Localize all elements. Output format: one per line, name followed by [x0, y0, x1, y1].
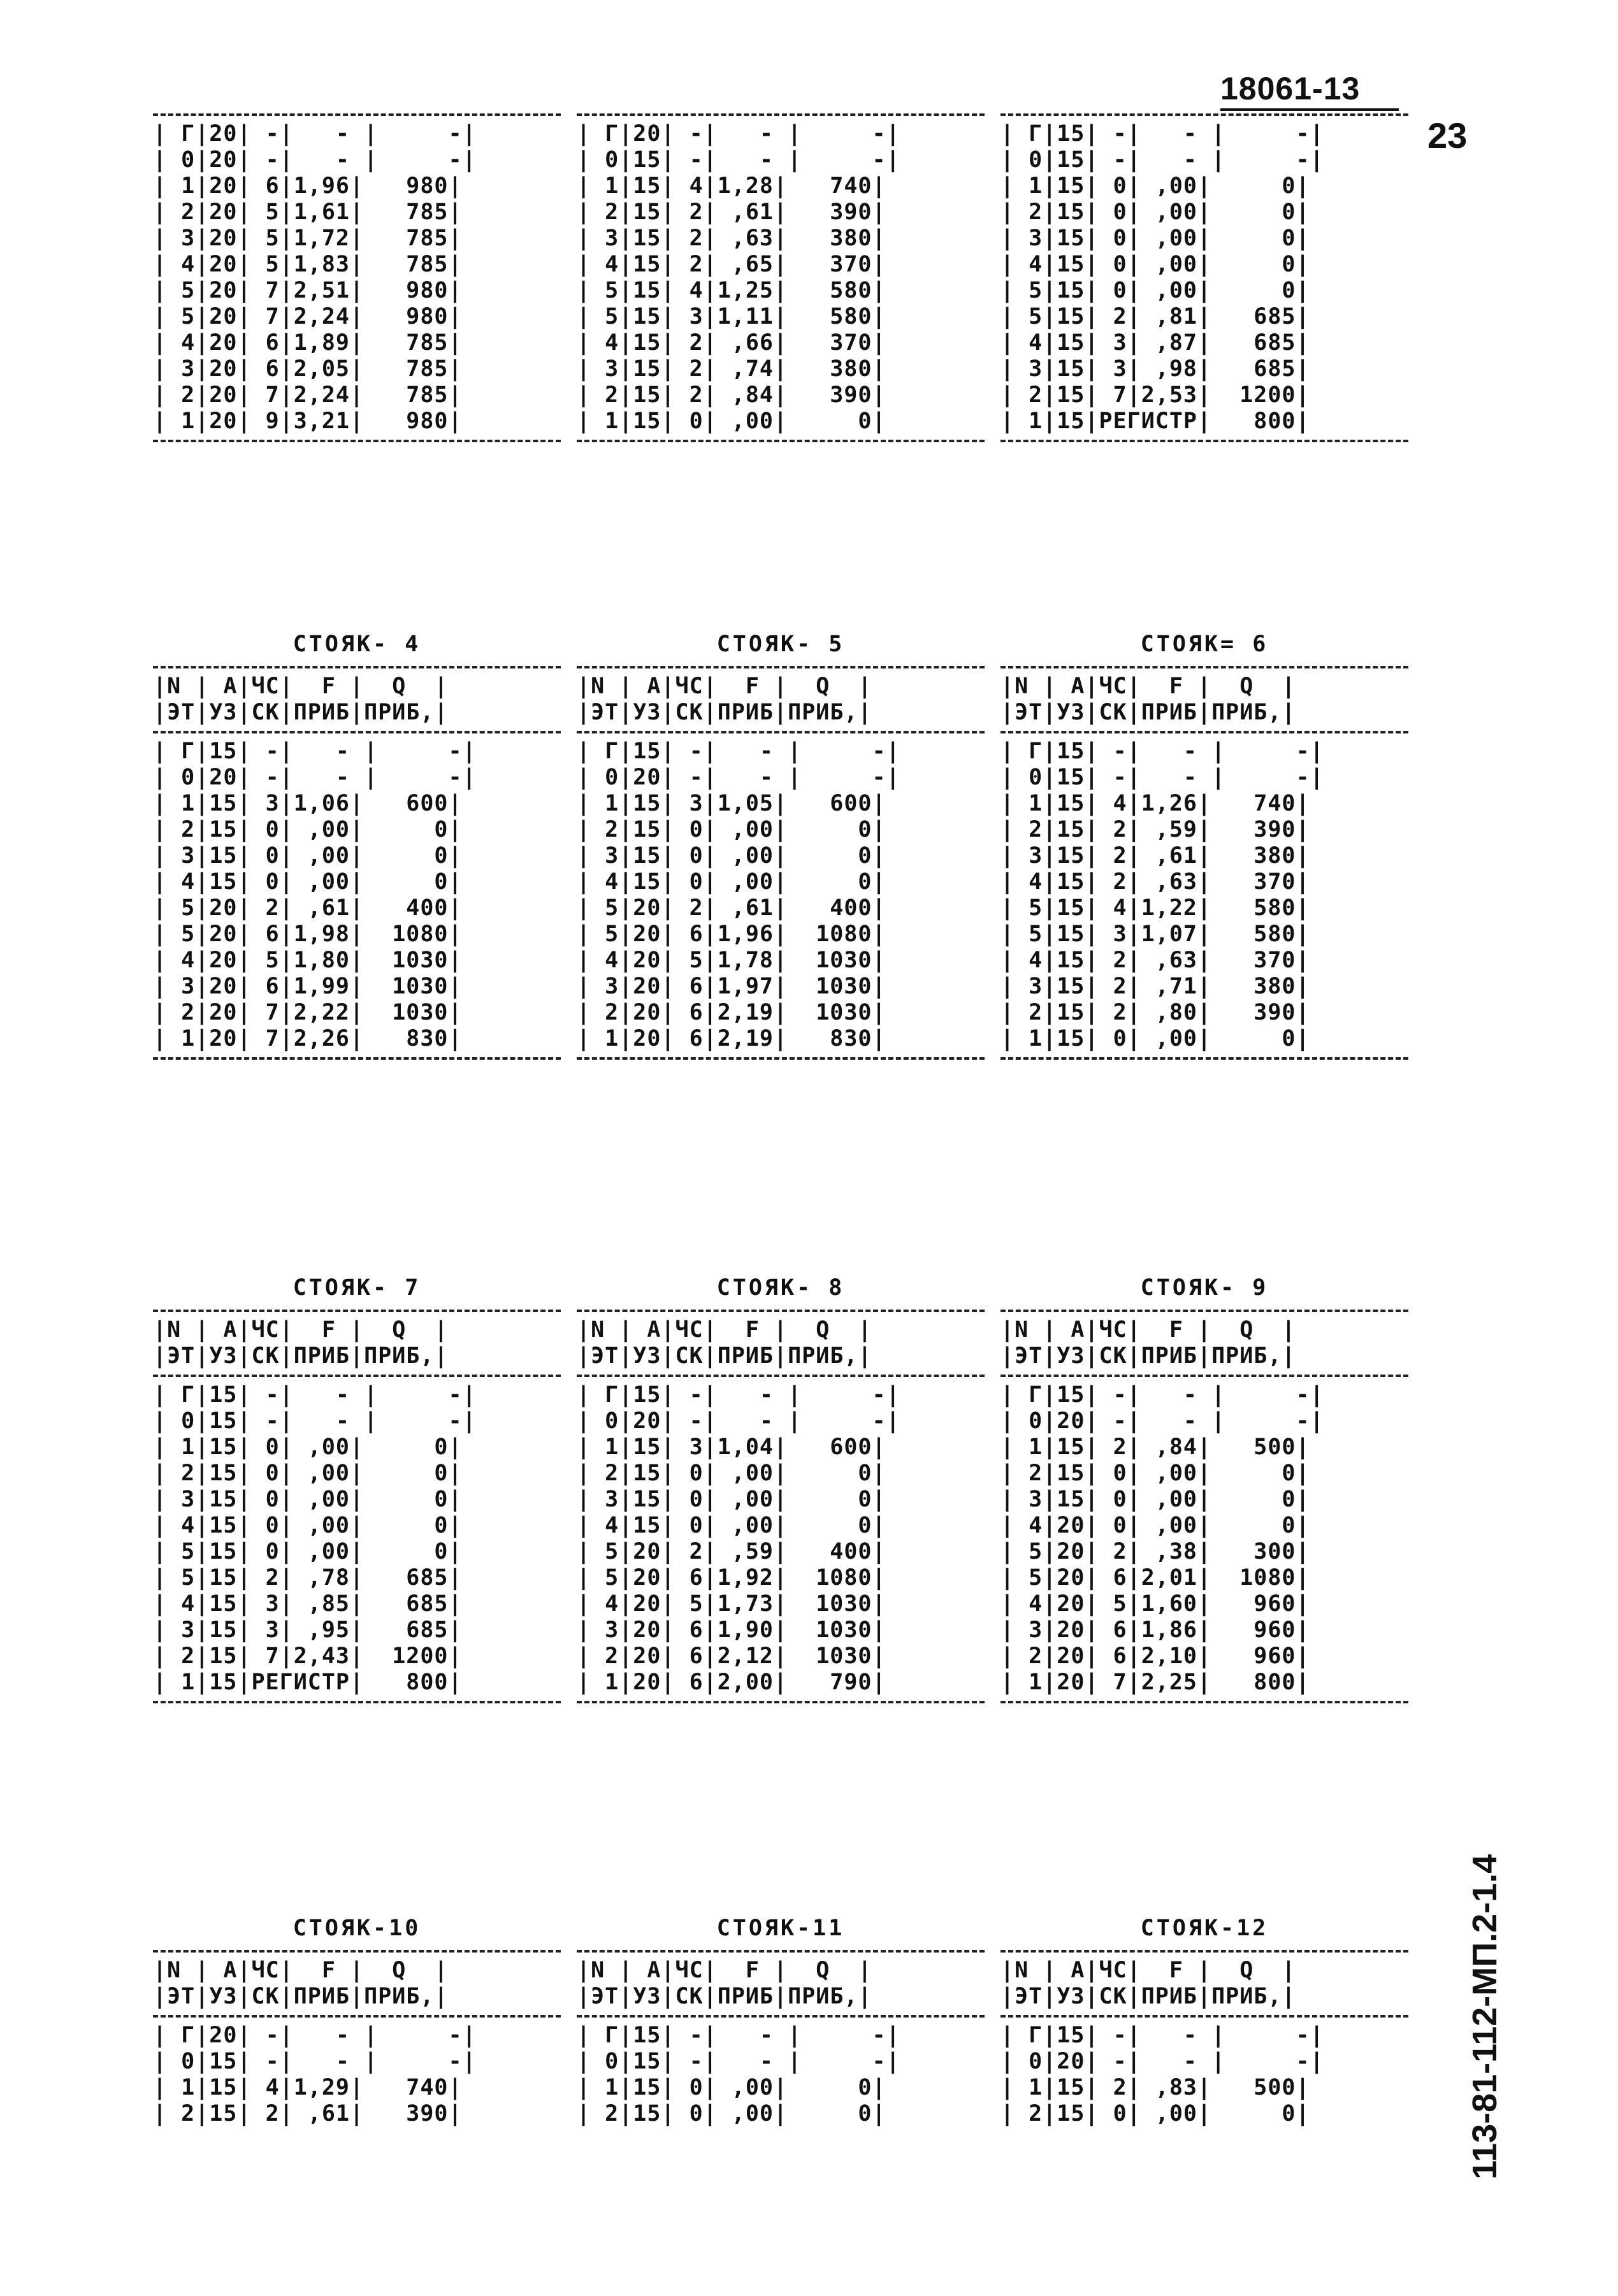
dashed-separator	[153, 666, 561, 668]
table-row: | 2|20| 6|2,12| 1030|	[577, 1643, 886, 1669]
dashed-separator	[577, 1375, 985, 1377]
table-row: | 0|20| -| - | -|	[153, 765, 477, 790]
table-row: | 1|15| 0| ,00| 0|	[153, 1434, 463, 1460]
printout-panel	[1000, 628, 1408, 1065]
table-row: | Г|15| -| - | -|	[153, 1382, 477, 1408]
table-row: | 3|15| 0| ,00| 0|	[577, 843, 886, 869]
dashed-separator	[1000, 1950, 1408, 1953]
table-row: | 4|20| 5|1,80| 1030|	[153, 948, 463, 973]
table-row: | 4|15| 2| ,66| 370|	[577, 330, 886, 356]
table-row: | 2|15| 0| ,00| 0|	[577, 2101, 886, 2126]
dashed-separator	[1000, 113, 1408, 116]
table-row: | 3|20| 6|1,99| 1030|	[153, 974, 463, 999]
column-header: |ЭТ|УЗ|СК|ПРИБ|ПРИБ,|	[577, 1984, 872, 2009]
table-row: | 3|20| 6|1,90| 1030|	[577, 1617, 886, 1643]
table-row: | 1|20| 7|2,25| 800|	[1000, 1670, 1310, 1695]
table-row: | 5|15| 2| ,78| 685|	[153, 1565, 463, 1591]
panel-title: СТОЯК= 6	[1140, 632, 1269, 657]
dashed-separator	[153, 731, 561, 733]
printout-panel	[577, 108, 985, 447]
panel-title: СТОЯК-11	[716, 1916, 845, 1941]
table-row: | 4|15| 0| ,00| 0|	[153, 869, 463, 895]
column-header: |N | А|ЧС| F | Q |	[153, 1317, 449, 1343]
table-row: | 4|20| 6|1,89| 785|	[153, 330, 463, 356]
table-row: | 2|20| 7|2,24| 785|	[153, 382, 463, 408]
dashed-separator	[153, 1310, 561, 1312]
dashed-separator	[577, 731, 985, 733]
table-row: | 4|15| 0| ,00| 0|	[577, 869, 886, 895]
printout-panel	[153, 1271, 561, 1708]
dashed-separator	[153, 2015, 561, 2018]
table-row: | 3|15| 0| ,00| 0|	[1000, 226, 1310, 251]
table-row: | 5|20| 6|1,96| 1080|	[577, 921, 886, 947]
table-row: | Г|20| -| - | -|	[577, 121, 900, 147]
table-row: | 4|15| 3| ,85| 685|	[153, 1591, 463, 1617]
column-header: |ЭТ|УЗ|СК|ПРИБ|ПРИБ,|	[1000, 1343, 1296, 1369]
table-row: | 2|15| 2| ,59| 390|	[1000, 817, 1310, 842]
table-row: | 3|20| 6|2,05| 785|	[153, 356, 463, 382]
table-row: | 4|20| 0| ,00| 0|	[1000, 1513, 1310, 1538]
table-row: | 1|15|РЕГИСТР| 800|	[1000, 408, 1310, 434]
column-header: |N | А|ЧС| F | Q |	[153, 1958, 449, 1983]
table-row: | 3|15| 3| ,98| 685|	[1000, 356, 1310, 382]
table-row: | 1|20| 6|2,19| 830|	[577, 1026, 886, 1051]
column-header: |N | А|ЧС| F | Q |	[1000, 674, 1296, 699]
table-row: | 2|15| 0| ,00| 0|	[1000, 199, 1310, 225]
dashed-separator	[1000, 666, 1408, 668]
dashed-separator	[1000, 440, 1408, 442]
table-row: | 5|20| 2| ,61| 400|	[153, 895, 463, 921]
table-row: | 5|15| 4|1,22| 580|	[1000, 895, 1310, 921]
table-row: | 3|15| 2| ,61| 380|	[1000, 843, 1310, 869]
table-row: | 5|20| 6|1,92| 1080|	[577, 1565, 886, 1591]
dashed-separator	[153, 1057, 561, 1060]
table-row: | 2|15| 0| ,00| 0|	[577, 1461, 886, 1486]
table-row: | Г|15| -| - | -|	[1000, 739, 1324, 764]
panel-title: СТОЯК-10	[293, 1916, 421, 1941]
table-row: | 1|20| 7|2,26| 830|	[153, 1026, 463, 1051]
table-row: | 1|15| 0| ,00| 0|	[577, 408, 886, 434]
table-row: | Г|20| -| - | -|	[153, 2023, 477, 2048]
table-row: | 4|15| 0| ,00| 0|	[153, 1513, 463, 1538]
column-header: |N | А|ЧС| F | Q |	[1000, 1958, 1296, 1983]
table-row: | 1|20| 6|1,96| 980|	[153, 173, 463, 199]
table-row: | Г|20| -| - | -|	[153, 121, 477, 147]
table-row: | Г|15| -| - | -|	[577, 1382, 900, 1408]
dashed-separator	[1000, 731, 1408, 733]
table-row: | 0|20| -| - | -|	[577, 765, 900, 790]
printout-panel	[1000, 1271, 1408, 1708]
table-row: | 3|15| 2| ,74| 380|	[577, 356, 886, 382]
table-row: | 2|15| 2| ,80| 390|	[1000, 1000, 1310, 1025]
table-row: | 1|15| 0| ,00| 0|	[1000, 1026, 1310, 1051]
dashed-separator	[153, 1375, 561, 1377]
table-row: | 0|20| -| - | -|	[1000, 2049, 1324, 2074]
table-row: | Г|15| -| - | -|	[577, 2023, 900, 2048]
printout-panel	[153, 1912, 561, 2127]
printout-panel	[1000, 108, 1408, 447]
panel-title: СТОЯК- 7	[293, 1275, 421, 1301]
table-row: | Г|15| -| - | -|	[1000, 1382, 1324, 1408]
panel-title: СТОЯК-12	[1140, 1916, 1269, 1941]
table-row: | 3|15| 2| ,71| 380|	[1000, 974, 1310, 999]
document-number: 18061-13	[1220, 71, 1361, 106]
column-header: |ЭТ|УЗ|СК|ПРИБ|ПРИБ,|	[577, 1343, 872, 1369]
dashed-separator	[1000, 1310, 1408, 1312]
table-row: | 1|20| 9|3,21| 980|	[153, 408, 463, 434]
table-row: | 2|15| 2| ,61| 390|	[153, 2101, 463, 2126]
table-row: | 2|15| 0| ,00| 0|	[577, 817, 886, 842]
dashed-separator	[153, 1701, 561, 1703]
table-row: | 3|15| 0| ,00| 0|	[577, 1487, 886, 1512]
dashed-separator	[153, 440, 561, 442]
dashed-separator	[577, 1057, 985, 1060]
table-row: | 4|15| 2| ,63| 370|	[1000, 948, 1310, 973]
column-header: |ЭТ|УЗ|СК|ПРИБ|ПРИБ,|	[153, 1343, 449, 1369]
table-row: | 4|20| 5|1,83| 785|	[153, 252, 463, 277]
table-row: | 2|15| 0| ,00| 0|	[1000, 1461, 1310, 1486]
table-row: | 1|15| 2| ,83| 500|	[1000, 2075, 1310, 2100]
column-header: |ЭТ|УЗ|СК|ПРИБ|ПРИБ,|	[1000, 700, 1296, 725]
dashed-separator	[577, 2015, 985, 2018]
dashed-separator	[1000, 1375, 1408, 1377]
table-row: | 1|15| 0| ,00| 0|	[1000, 173, 1310, 199]
table-row: | 5|20| 7|2,24| 980|	[153, 304, 463, 329]
table-row: | 5|15| 3|1,11| 580|	[577, 304, 886, 329]
table-row: | 0|20| -| - | -|	[153, 147, 477, 173]
column-header: |ЭТ|УЗ|СК|ПРИБ|ПРИБ,|	[153, 1984, 449, 2009]
table-row: | 1|15| 3|1,05| 600|	[577, 791, 886, 816]
dashed-separator	[1000, 2015, 1408, 2018]
table-row: | 5|20| 7|2,51| 980|	[153, 278, 463, 303]
table-row: | 0|15| -| - | -|	[153, 1408, 477, 1434]
column-header: |N | А|ЧС| F | Q |	[1000, 1317, 1296, 1343]
table-row: | 1|15| 2| ,84| 500|	[1000, 1434, 1310, 1460]
table-row: | 1|15| 3|1,06| 600|	[153, 791, 463, 816]
table-row: | 2|15| 7|2,53| 1200|	[1000, 382, 1310, 408]
table-row: | 0|15| -| - | -|	[577, 147, 900, 173]
column-header: |N | А|ЧС| F | Q |	[577, 1958, 872, 1983]
table-row: | 5|15| 0| ,00| 0|	[1000, 278, 1310, 303]
column-header: |N | А|ЧС| F | Q |	[577, 674, 872, 699]
table-row: | Г|15| -| - | -|	[153, 739, 477, 764]
table-row: | 4|15| 0| ,00| 0|	[1000, 252, 1310, 277]
table-row: | Г|15| -| - | -|	[1000, 2023, 1324, 2048]
dashed-separator	[577, 440, 985, 442]
table-row: | 1|15| 3|1,04| 600|	[577, 1434, 886, 1460]
table-row: | 2|15| 7|2,43| 1200|	[153, 1643, 463, 1669]
table-row: | 2|20| 6|2,19| 1030|	[577, 1000, 886, 1025]
panel-title: СТОЯК- 8	[716, 1275, 845, 1301]
table-row: | 4|15| 2| ,65| 370|	[577, 252, 886, 277]
dashed-separator	[577, 113, 985, 116]
table-row: | 0|15| -| - | -|	[153, 2049, 477, 2074]
table-row: | 4|20| 5|1,60| 960|	[1000, 1591, 1310, 1617]
table-row: | 3|15| 2| ,63| 380|	[577, 226, 886, 251]
table-row: | 2|15| 2| ,61| 390|	[577, 199, 886, 225]
table-row: | 2|15| 0| ,00| 0|	[153, 817, 463, 842]
printout-panel	[577, 628, 985, 1065]
table-row: | 5|20| 6|1,98| 1080|	[153, 921, 463, 947]
table-row: | 5|15| 2| ,81| 685|	[1000, 304, 1310, 329]
table-row: | 1|15| 0| ,00| 0|	[577, 2075, 886, 2100]
side-document-code: 113-81-112-МП.2-1.4	[1466, 1854, 1504, 2179]
table-row: | 4|15| 3| ,87| 685|	[1000, 330, 1310, 356]
table-row: | Г|15| -| - | -|	[1000, 121, 1324, 147]
dashed-separator	[153, 1950, 561, 1953]
table-row: | 1|15| 4|1,29| 740|	[153, 2075, 463, 2100]
page-number: 23	[1427, 115, 1468, 155]
dashed-separator	[1000, 1057, 1408, 1060]
dashed-separator	[577, 1701, 985, 1703]
table-row: | 3|20| 6|1,97| 1030|	[577, 974, 886, 999]
table-row: | 4|15| 2| ,63| 370|	[1000, 869, 1310, 895]
table-row: | 3|15| 0| ,00| 0|	[1000, 1487, 1310, 1512]
table-row: | 0|20| -| - | -|	[577, 1408, 900, 1434]
table-row: | 5|20| 2| ,59| 400|	[577, 1539, 886, 1564]
table-row: | 0|15| -| - | -|	[577, 2049, 900, 2074]
table-row: | 3|20| 6|1,86| 960|	[1000, 1617, 1310, 1643]
table-row: | 2|20| 7|2,22| 1030|	[153, 1000, 463, 1025]
panel-title: СТОЯК- 5	[716, 632, 845, 657]
column-header: |N | А|ЧС| F | Q |	[577, 1317, 872, 1343]
table-row: | 3|15| 0| ,00| 0|	[153, 1487, 463, 1512]
column-header: |ЭТ|УЗ|СК|ПРИБ|ПРИБ,|	[153, 700, 449, 725]
printout-panel	[1000, 1912, 1408, 2127]
dashed-separator	[577, 666, 985, 668]
dashed-separator	[1000, 1701, 1408, 1703]
dashed-separator	[153, 113, 561, 116]
dashed-separator	[577, 1310, 985, 1312]
table-row: | 0|20| -| - | -|	[1000, 1408, 1324, 1434]
table-row: | 0|15| -| - | -|	[1000, 147, 1324, 173]
column-header: |ЭТ|УЗ|СК|ПРИБ|ПРИБ,|	[1000, 1984, 1296, 2009]
table-row: | 2|20| 5|1,61| 785|	[153, 199, 463, 225]
table-row: | 2|15| 2| ,84| 390|	[577, 382, 886, 408]
table-row: | 4|20| 5|1,78| 1030|	[577, 948, 886, 973]
table-row: | 3|15| 0| ,00| 0|	[153, 843, 463, 869]
table-row: | 1|15| 4|1,28| 740|	[577, 173, 886, 199]
table-row: | 1|20| 6|2,00| 790|	[577, 1670, 886, 1695]
table-row: | 5|20| 6|2,01| 1080|	[1000, 1565, 1310, 1591]
table-row: | 5|20| 2| ,61| 400|	[577, 895, 886, 921]
table-row: | 4|20| 5|1,73| 1030|	[577, 1591, 886, 1617]
printout-panel	[577, 1912, 985, 2127]
table-row: | 5|20| 2| ,38| 300|	[1000, 1539, 1310, 1564]
column-header: |ЭТ|УЗ|СК|ПРИБ|ПРИБ,|	[577, 700, 872, 725]
column-header: |N | А|ЧС| F | Q |	[153, 674, 449, 699]
table-row: | 1|15| 4|1,26| 740|	[1000, 791, 1310, 816]
table-row: | 5|15| 4|1,25| 580|	[577, 278, 886, 303]
table-row: | 0|15| -| - | -|	[1000, 765, 1324, 790]
table-row: | 1|15|РЕГИСТР| 800|	[153, 1670, 463, 1695]
table-row: | 5|15| 3|1,07| 580|	[1000, 921, 1310, 947]
panel-title: СТОЯК- 4	[293, 632, 421, 657]
panel-title: СТОЯК- 9	[1140, 1275, 1269, 1301]
table-row: | 5|15| 0| ,00| 0|	[153, 1539, 463, 1564]
dashed-separator	[577, 1950, 985, 1953]
table-row: | 2|15| 0| ,00| 0|	[153, 1461, 463, 1486]
table-row: | 2|20| 6|2,10| 960|	[1000, 1643, 1310, 1669]
table-row: | 2|15| 0| ,00| 0|	[1000, 2101, 1310, 2126]
table-row: | 3|15| 3| ,95| 685|	[153, 1617, 463, 1643]
printout-panel	[577, 1271, 985, 1708]
printout-panel	[153, 628, 561, 1065]
table-row: | 4|15| 0| ,00| 0|	[577, 1513, 886, 1538]
table-row: | Г|15| -| - | -|	[577, 739, 900, 764]
table-row: | 3|20| 5|1,72| 785|	[153, 226, 463, 251]
printout-panel	[153, 108, 561, 447]
